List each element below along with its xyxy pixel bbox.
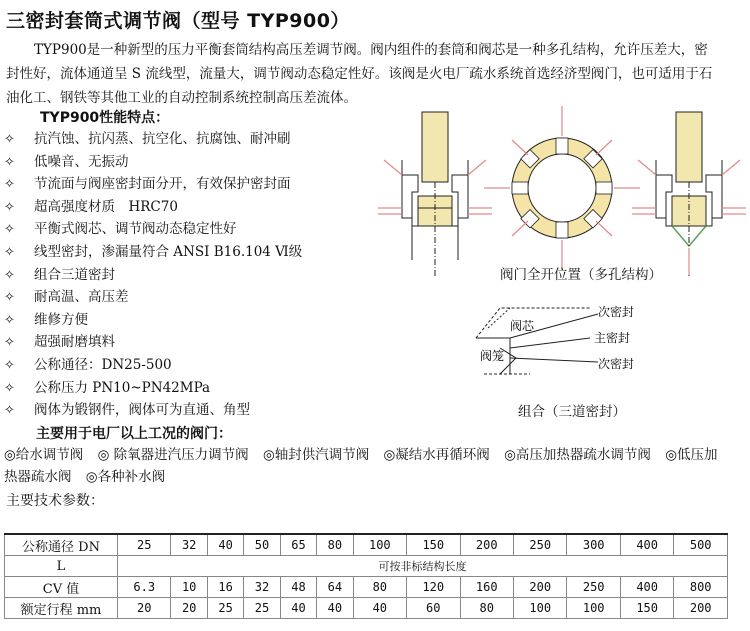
table-cell: 500 <box>674 534 728 556</box>
label-cage: 阀笼 <box>480 349 505 363</box>
application-item: ◎高压加热器疏水调节阀 <box>504 447 651 463</box>
table-cell: 200 <box>674 598 728 619</box>
application-item: ◎低压加热器疏水阀 <box>4 447 718 485</box>
feature-item <box>4 128 302 151</box>
label-secondary-seal-bottom: 次密封 <box>598 357 635 371</box>
table-cell: 25 <box>207 598 243 619</box>
table-cell: 20 <box>118 598 171 619</box>
bullet-icon: ✧ <box>4 267 15 283</box>
label-main-seal: 主密封 <box>594 331 631 345</box>
page-title: 三密封套筒式调节阀（型号 TYP900） <box>6 10 350 32</box>
valve-open-diagram <box>372 100 750 280</box>
table-cell: 80 <box>317 534 353 556</box>
table-cell: 40 <box>353 598 406 619</box>
table-cell: 400 <box>620 577 673 598</box>
table-row <box>5 534 728 556</box>
table-cell: 400 <box>620 534 673 556</box>
feature-item <box>4 377 302 400</box>
table-cell: 32 <box>171 534 207 556</box>
application-item: ◎轴封供汽调节阀 <box>262 447 370 463</box>
bullet-icon: ✧ <box>4 199 15 215</box>
figure-caption-seal: 组合（三道密封） <box>518 404 626 420</box>
feature-text: 低噪音、无振动 <box>34 153 129 170</box>
table-cell: 250 <box>513 534 566 556</box>
feature-text: 组合三道密封 <box>34 266 115 283</box>
table-row <box>5 556 728 577</box>
bullet-icon: ✧ <box>4 177 15 193</box>
feature-item <box>4 241 302 264</box>
table-cell: 80 <box>353 577 406 598</box>
intro-text: TYP900是一种新型的压力平衡套筒结构高压差调节阀。阀内组件的套筒和阀芯是一种多孔结构，允许压差大，密封性好，流体通道呈 S 流线型，流量大，调节阀动态稳定性好。该阀是火电厂疏水系统首选经济型阀门，也可适用于石油化工、钢铁等其他工业的自动控制系统控制高压差流体。 <box>6 42 713 106</box>
bullet-icon: ✧ <box>4 154 15 170</box>
bullet-icon: ✧ <box>4 380 15 396</box>
table-cell: 160 <box>460 577 513 598</box>
feature-text: 公称通径：DN25-500 <box>34 356 172 373</box>
table-cell: 250 <box>567 577 620 598</box>
table-cell: 40 <box>207 534 243 556</box>
application-item: ◎凝结水再循环阀 <box>383 447 490 463</box>
table-cell: 100 <box>567 598 620 619</box>
bullet-icon: ✧ <box>4 132 15 147</box>
bullet-icon: ✧ <box>4 312 15 328</box>
table-cell: 6.3 <box>118 577 171 598</box>
feature-text: 公称压力 PN10~PN42MPa <box>34 379 211 396</box>
table-cell: 65 <box>280 534 316 556</box>
feature-item <box>4 218 302 241</box>
table-cell: 300 <box>567 534 620 556</box>
table-cell: 32 <box>244 577 280 598</box>
applications-heading: 主要用于电厂以上工况的阀门： <box>36 426 232 442</box>
table-cell: 64 <box>317 577 353 598</box>
application-item: ◎ 除氧器进汽压力调节阀 <box>97 447 249 463</box>
feature-text: 维修方便 <box>34 311 88 328</box>
feature-item <box>4 309 302 332</box>
feature-text: 耐高温、高压差 <box>34 289 129 306</box>
feature-text: 超强耐磨填料 <box>34 334 115 351</box>
row-label: CV 值 <box>5 577 118 598</box>
feature-item <box>4 196 302 219</box>
label-secondary-seal-top: 次密封 <box>598 305 635 319</box>
table-row <box>5 598 728 619</box>
triple-seal-diagram <box>470 288 650 406</box>
application-item: ◎各种补水阀 <box>85 469 166 485</box>
feature-text: 节流面与阀座密封面分开，有效保护密封面 <box>34 176 291 193</box>
table-cell: 40 <box>317 598 353 619</box>
table-cell: 16 <box>207 577 243 598</box>
spec-table <box>4 533 728 619</box>
bullet-icon: ✧ <box>4 222 15 238</box>
table-cell: 200 <box>513 577 566 598</box>
table-cell: 48 <box>280 577 316 598</box>
label-core: 阀芯 <box>510 319 535 333</box>
application-item: ◎给水调节阀 <box>4 447 84 463</box>
features-heading: TYP900性能特点： <box>40 110 170 126</box>
feature-text: 超高强度材质 HRC70 <box>34 198 178 215</box>
feature-text: 抗汽蚀、抗闪蒸、抗空化、抗腐蚀、耐冲刷 <box>34 131 291 147</box>
center-cage-ring <box>484 106 640 270</box>
merged-cell: 可按非标结构长度 <box>118 556 728 577</box>
feature-text: 线型密封，渗漏量符合 ANSI B16.104 Ⅵ级 <box>34 243 303 260</box>
table-cell: 20 <box>171 598 207 619</box>
bullet-icon: ✧ <box>4 403 15 419</box>
feature-item <box>4 264 302 287</box>
bullet-icon: ✧ <box>4 357 15 373</box>
params-heading: 主要技术参数： <box>6 493 104 509</box>
feature-item <box>4 173 302 196</box>
figure-caption-open: 阀门全开位置（多孔结构） <box>500 267 662 283</box>
feature-text: 平衡式阀芯、调节阀动态稳定性好 <box>34 221 237 238</box>
table-cell: 25 <box>244 598 280 619</box>
feature-text: 阀体为锻钢件，阀体可为直通、角型 <box>34 402 250 419</box>
bullet-icon: ✧ <box>4 335 15 351</box>
feature-item <box>4 331 302 354</box>
table-cell: 800 <box>674 577 728 598</box>
table-cell: 100 <box>513 598 566 619</box>
table-cell: 120 <box>407 577 460 598</box>
table-cell: 100 <box>353 534 406 556</box>
row-label: 公称通径 DN <box>5 534 118 556</box>
feature-item <box>4 286 302 309</box>
table-cell: 80 <box>460 598 513 619</box>
feature-item <box>4 399 302 422</box>
table-cell: 40 <box>280 598 316 619</box>
features-list <box>4 128 302 422</box>
table-cell: 150 <box>620 598 673 619</box>
table-cell: 60 <box>407 598 460 619</box>
left-valve-section <box>402 112 468 278</box>
bullet-icon: ✧ <box>4 244 15 260</box>
applications-list <box>4 444 724 488</box>
table-cell: 10 <box>171 577 207 598</box>
table-cell: 25 <box>118 534 171 556</box>
table-cell: 200 <box>460 534 513 556</box>
row-label: 额定行程 mm <box>5 598 118 619</box>
feature-item <box>4 354 302 377</box>
table-row <box>5 577 728 598</box>
table-cell: 50 <box>244 534 280 556</box>
table-cell: 150 <box>407 534 460 556</box>
row-label: L <box>5 556 118 577</box>
feature-item <box>4 151 302 174</box>
bullet-icon: ✧ <box>4 290 15 306</box>
